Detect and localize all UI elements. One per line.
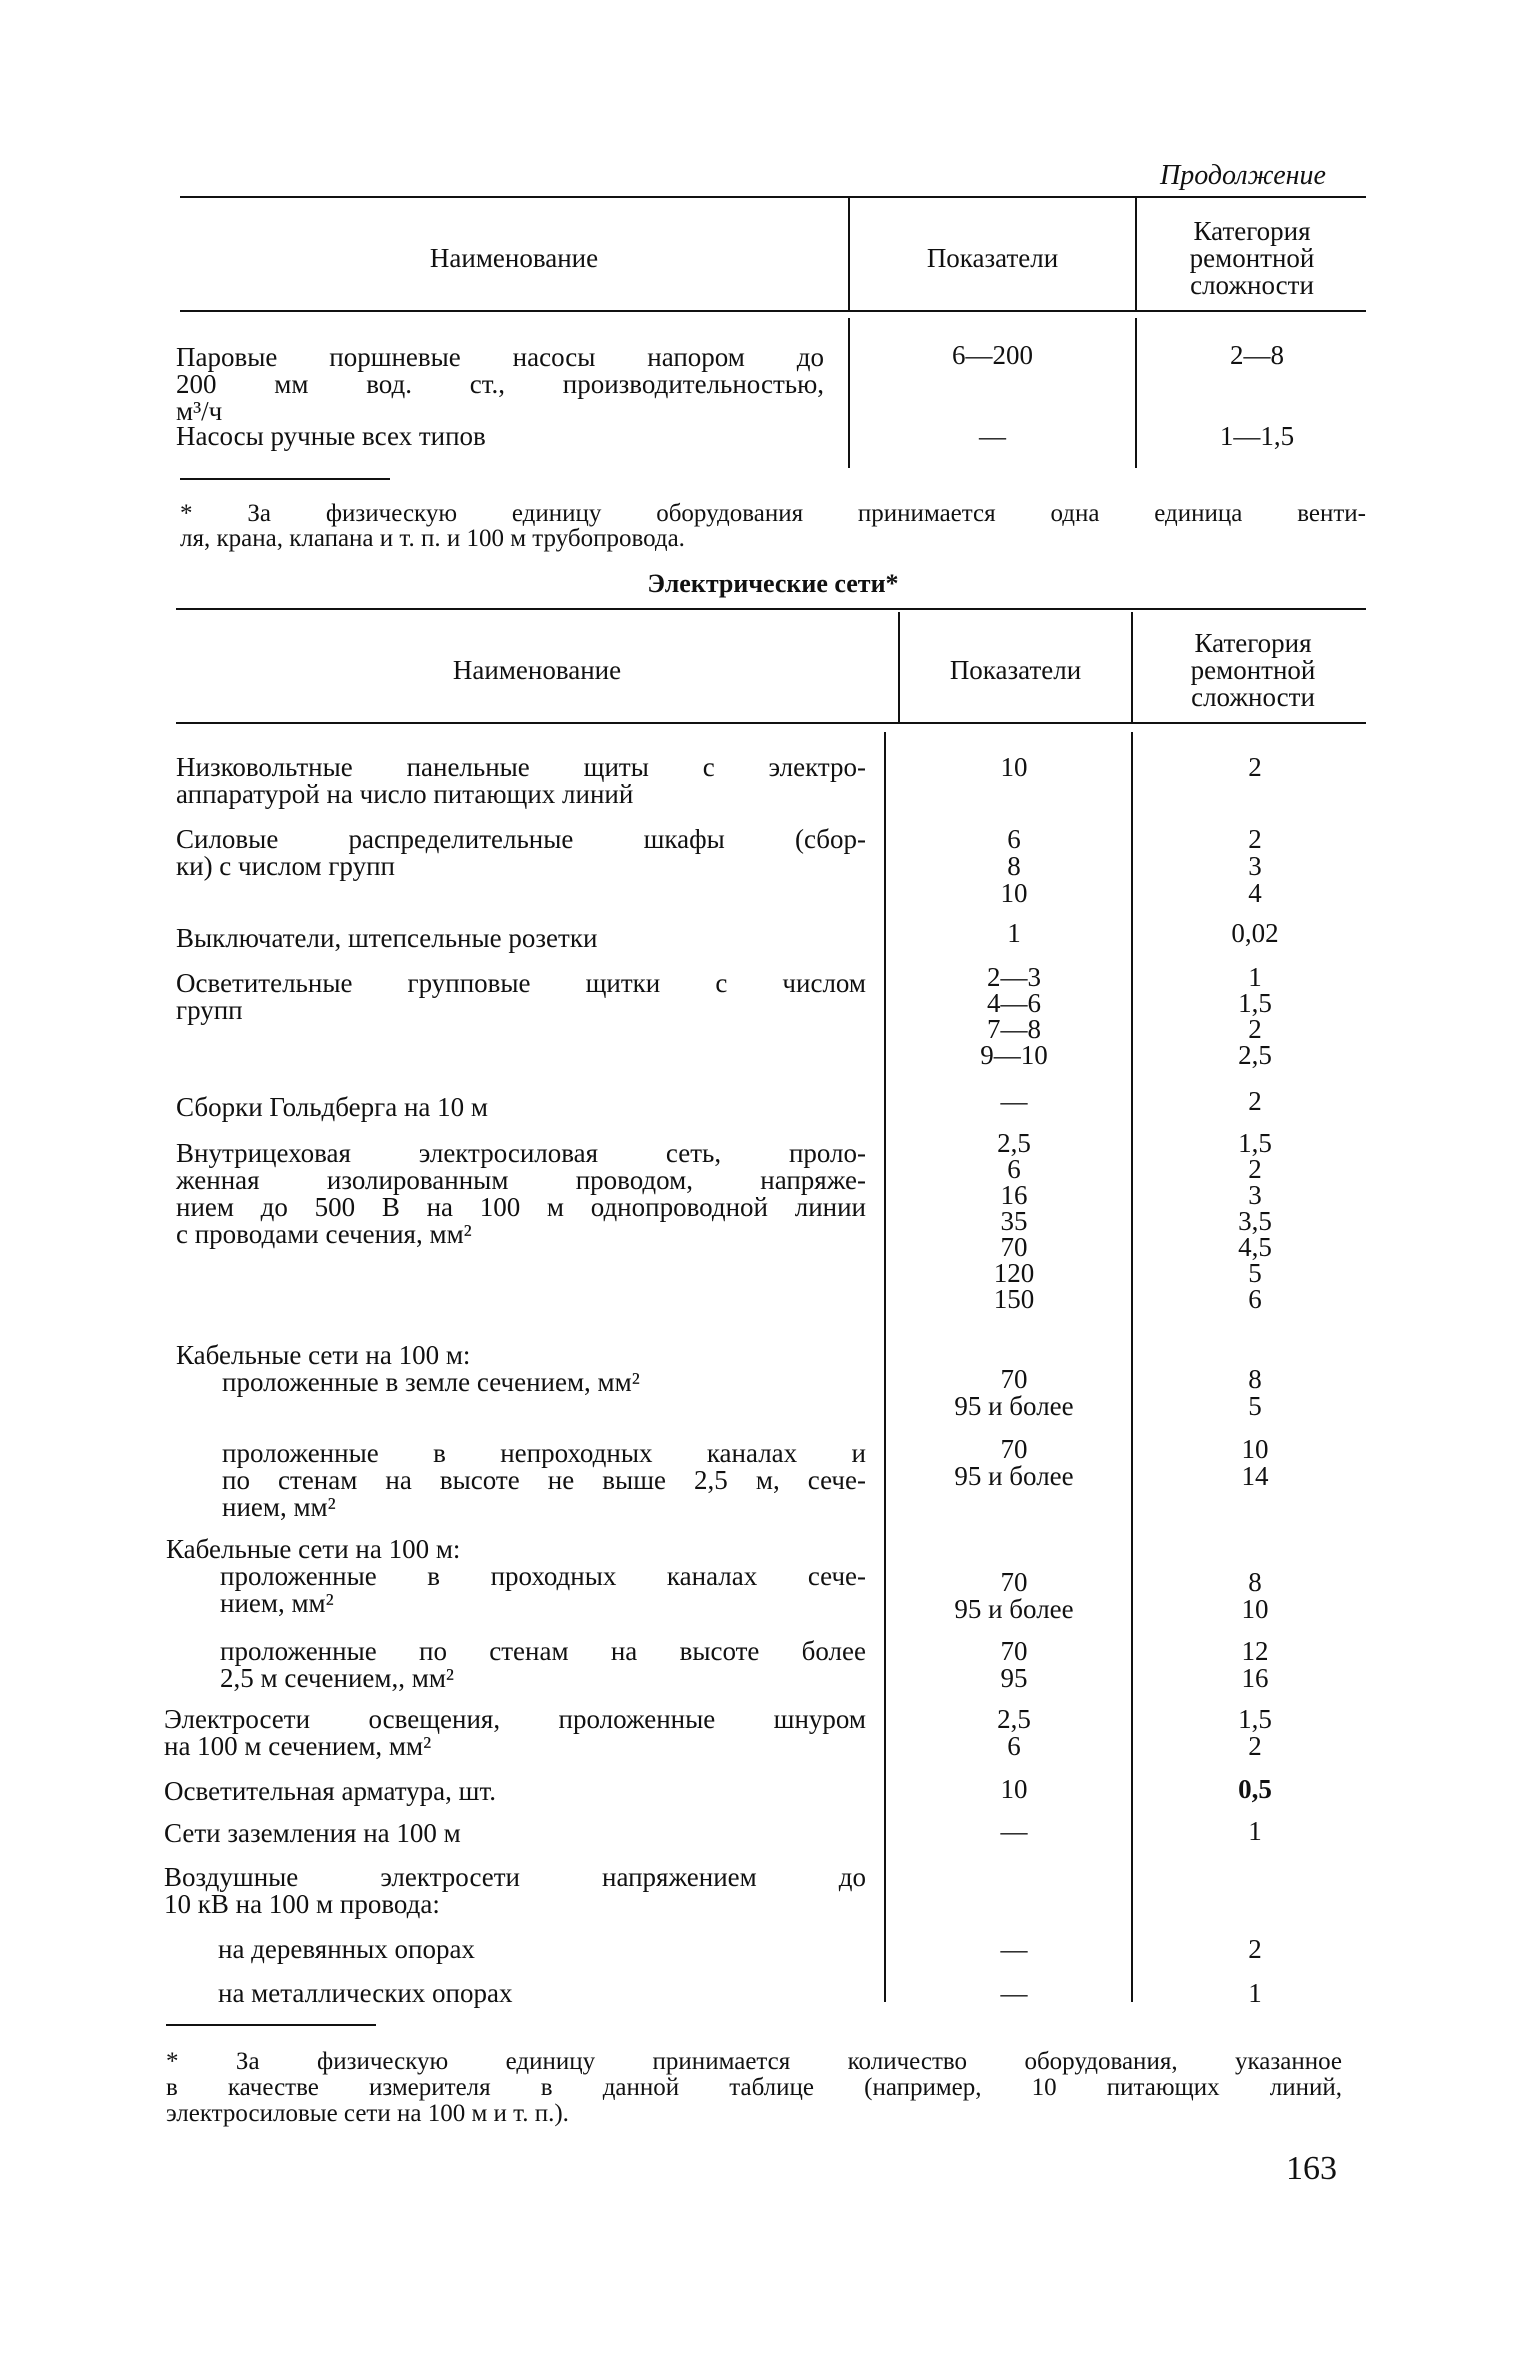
row-indicator: 95 и более [954,1461,1074,1491]
row-name-line: женная изолированным проводом, напряже- [176,1165,866,1195]
row-indicator: 6 [1007,824,1021,854]
row-indicator: 120 [993,1258,1035,1288]
row-name-line: проложенные в проходных каналах сече- [220,1561,866,1591]
row-name-line: Осветительные групповые щитки с числом [176,968,866,998]
row-category: 8 [1248,1567,1262,1597]
row-category: 6 [1248,1284,1262,1314]
row-name-line: групп [176,995,243,1025]
row-name-line: м³/ч [176,396,223,426]
footnote2-line: электросиловые сети на 100 м и т. п.). [166,2100,569,2127]
row-category: 1—1,5 [1219,421,1295,451]
row-indicator: 16 [1000,1180,1028,1210]
row-indicator: — [979,421,1006,451]
row-indicator: 70 [1000,1364,1028,1394]
row-name-line: Низковольтные панельные щиты с электро- [176,752,866,782]
row-name-line: на 100 м сечением, мм² [164,1731,432,1761]
row-category: 16 [1241,1663,1269,1693]
table1-header-indicator: Показатели [926,243,1059,273]
table2-col-divider [884,732,886,2002]
row-indicator: 2,5 [997,1128,1031,1158]
row-indicator: 10 [1000,1774,1028,1804]
row-category: 2 [1248,1731,1262,1761]
table2-header-rule [176,722,1366,724]
row-category: 3,5 [1238,1206,1272,1236]
row-name-line: Кабельные сети на 100 м: [166,1534,461,1564]
table1-header-rule [180,310,1366,312]
footnote1-line: * За физическую единицу оборудования принимается одна единица венти- [180,500,1366,527]
footnote2-line: в качестве измерителя в данной таблице (например, 10 питающих линий, [166,2074,1342,2101]
row-name-line: Электросети освещения, проложенные шнуром [164,1704,866,1734]
table2-header-name: Наименование [452,655,622,685]
row-category: 1 [1248,1978,1262,2008]
row-category: 2 [1248,1934,1262,1964]
row-indicator: 70 [1000,1636,1028,1666]
row-name-line: Сборки Гольдберга на 10 м [176,1092,488,1122]
row-indicator: 4—6 [987,988,1041,1018]
row-indicator: 6—200 [952,340,1033,370]
row-category: 2 [1248,824,1262,854]
row-category: 4,5 [1238,1232,1272,1262]
row-indicator: — [1000,1086,1028,1116]
row-name-line: Насосы ручные всех типов [176,421,486,451]
row-name-line: на металлических опорах [218,1978,513,2008]
row-name-line: нием до 500 В на 100 м однопроводной линии [176,1192,866,1222]
row-category: 4 [1248,878,1262,908]
row-indicator: 2—3 [987,962,1041,992]
row-category: 5 [1248,1391,1262,1421]
row-category: 10 [1241,1434,1269,1464]
row-indicator: 8 [1007,851,1021,881]
row-indicator: 2,5 [997,1704,1031,1734]
row-name-line: Сети заземления на 100 м [164,1818,461,1848]
row-indicator: 150 [993,1284,1035,1314]
row-name-line: Кабельные сети на 100 м: [176,1340,471,1370]
row-indicator: 9—10 [980,1040,1048,1070]
table1-top-rule [180,196,1366,198]
row-category: 0,5 [1238,1774,1272,1804]
row-indicator: 7—8 [987,1014,1041,1044]
row-name-line: Внутрицеховая электросиловая сеть, проло- [176,1138,866,1168]
row-name-line: по стенам на высоте не выше 2,5 м, сече- [222,1465,866,1495]
row-category: 10 [1241,1594,1269,1624]
row-category: 1 [1248,1816,1262,1846]
row-indicator: 70 [1000,1434,1028,1464]
table2-header-indicator: Показатели [949,655,1082,685]
footnote1-rule [180,478,390,480]
table2-header-category: Категория ремонтной сложности [1190,628,1316,712]
row-indicator: 1 [1007,918,1021,948]
row-category: 2—8 [1230,340,1284,370]
row-category: 1,5 [1238,988,1272,1018]
footnote1-line: ля, крана, клапана и т. п. и 100 м трубопровода. [180,525,685,552]
row-indicator: 35 [1000,1206,1028,1236]
row-name-line: с проводами сечения, мм² [176,1219,472,1249]
footnote2-rule [166,2024,376,2026]
row-indicator: — [1000,1934,1028,1964]
row-category: 8 [1248,1364,1262,1394]
section-title: Электрические сети* [647,569,899,598]
table1-header-category: Категория ремонтной сложности [1189,216,1315,300]
row-category: 2,5 [1238,1040,1272,1070]
row-name-line: на деревянных опорах [218,1934,475,1964]
row-indicator: 6 [1007,1154,1021,1184]
row-category: 5 [1248,1258,1262,1288]
row-indicator: — [1000,1978,1028,2008]
table2-col-divider [1131,732,1133,2002]
row-indicator: 95 и более [954,1391,1074,1421]
row-category: 2 [1248,1086,1262,1116]
row-category: 12 [1241,1636,1269,1666]
row-indicator: 10 [1000,878,1028,908]
row-category: 2 [1248,1154,1262,1184]
table2-top-rule [176,608,1366,610]
row-indicator: 70 [1000,1567,1028,1597]
row-category: 1 [1248,962,1262,992]
row-name-line: Осветительная арматура, шт. [164,1776,496,1806]
row-name-line: Воздушные электросети напряжением до [164,1862,866,1892]
footnote2-line: * За физическую единицу принимается количество оборудования, указанное [166,2048,1342,2075]
row-name-line: нием, мм² [220,1588,334,1618]
row-category: 14 [1241,1461,1269,1491]
row-name-line: 200 мм вод. ст., производительностью, [176,369,824,399]
row-name-line: проложенные по стенам на высоте более [220,1636,866,1666]
row-name-line: Паровые поршневые насосы напором до [176,342,824,372]
row-name-line: Силовые распределительные шкафы (сбор- [176,824,866,854]
row-category: 3 [1248,851,1262,881]
row-indicator: 95 и более [954,1594,1074,1624]
row-name-line: 2,5 м сечением,, мм² [220,1663,455,1693]
row-name-line: нием, мм² [222,1492,336,1522]
row-name-line: аппаратурой на число питающих линий [176,779,634,809]
row-category: 2 [1248,752,1262,782]
row-name-line: проложенные в земле сечением, мм² [222,1367,640,1397]
row-name-line: 10 кВ на 100 м провода: [164,1889,440,1919]
row-category: 1,5 [1238,1128,1272,1158]
row-indicator: — [1000,1816,1028,1846]
row-category: 3 [1248,1180,1262,1210]
row-indicator: 95 [1000,1663,1028,1693]
row-name-line: ки) с числом групп [176,851,395,881]
row-category: 2 [1248,1014,1262,1044]
continuation-label: Продолжение [1160,160,1326,191]
row-name-line: Выключатели, штепсельные розетки [176,923,598,953]
row-category: 0,02 [1231,918,1279,948]
table1-header-name: Наименование [429,243,599,273]
row-category: 1,5 [1238,1704,1272,1734]
row-indicator: 6 [1007,1731,1021,1761]
row-indicator: 70 [1000,1232,1028,1262]
page-number: 163 [1286,2150,1337,2187]
row-indicator: 10 [1000,752,1028,782]
row-name-line: проложенные в непроходных каналах и [222,1438,866,1468]
